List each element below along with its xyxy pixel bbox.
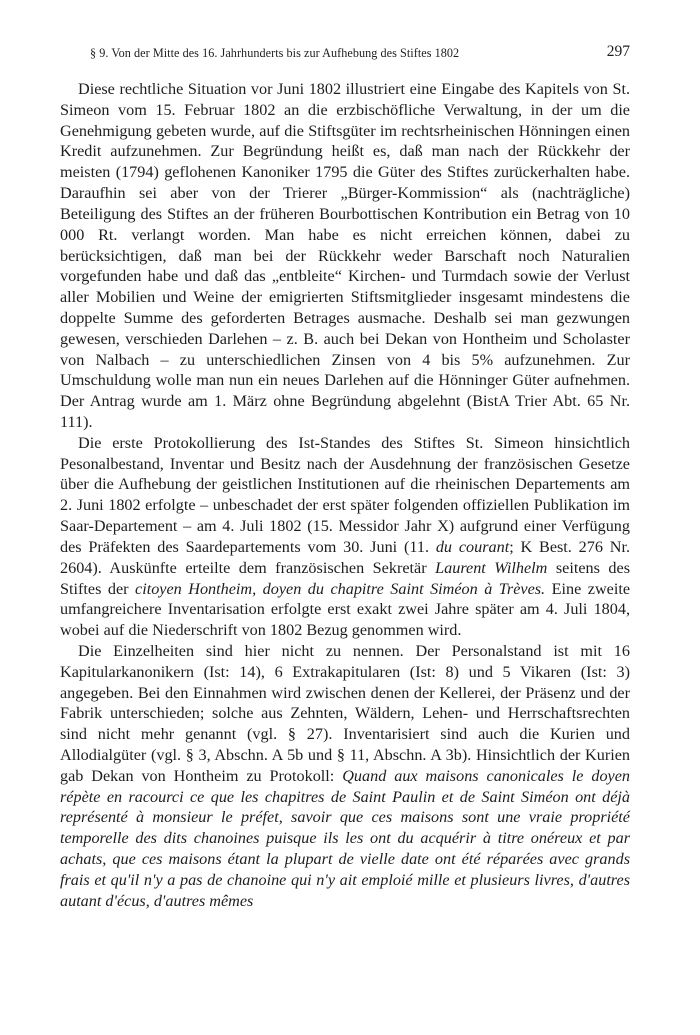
running-head <box>60 43 630 63</box>
paragraph-2-italic-du-courant: du courant <box>435 537 510 556</box>
paragraph-3 <box>60 641 630 912</box>
running-title: § 9. Von der Mitte des 16. Jahrhunderts bis zur Aufhebung des Stiftes 1802 <box>90 46 460 60</box>
paragraph-2-italic-name: Laurent Wilhelm <box>435 558 548 577</box>
paragraph-1-text: Diese rechtliche Situation vor Juni 1802 illustriert eine Eingabe des Kapitels von St. Simeon vom 15. Februar 1802 an die erzbischöfliche Verwaltung, in der um die Genehmigung gebeten wurde, auf die Stiftsgüter im rechtsrheinischen Hönningen einen Kredit aufzunehmen. Zur Begründung heißt es, daß man nach der Rückkehr der meisten (1794) geflohenen Kanoniker 1795 die Güter des Stiftes zurückerhalten habe. Daraufhin sei aber von der Trierer „Bürger-Kommission“ als (nachträgliche) Beteiligung des Stiftes an der früheren Bourbottischen Kontribution ein Betrag von 10 000 Rt. verlangt worden. Man habe es nicht erreichen können, dabei zu berücksichtigen, daß man bei der Rückkehr weder Barschaft noch Naturalien vorgefunden habe und daß das „entbleite“ Kirchen- und Turmdach sowie der Verlust aller Mobilien und Weine der emigrierten Stiftsmitglieder insgesamt mindestens die doppelte Summe des geforderten Betrages ausmache. Deshalb sei man gezwungen gewesen, verschieden Darlehen – z. B. auch bei Dekan von Hontheim und Scholaster von Nalbach – zu unterschiedlichen Zinsen von 4 bis 5% aufzunehmen. Zur Umschuldung wolle man nun ein neues Darlehen auf die Hönninger Güter aufnehmen. Der Antrag wurde am 1. März ohne Begründung abgelehnt (BistA Trier Abt. 65 Nr. 111). <box>60 80 630 431</box>
paragraph-2-text-end: Eine zweite umfangreichere Inventarisation erfolgte erst exakt zwei Jahre später am 4. Juli 1804, wobei auf die Niederschrift von 1802 Bezug genommen wird. <box>60 579 631 640</box>
paragraph-2-text: Die erste Protokollierung des Ist-Standes des Stiftes St. Simeon hinsichtlich Pesonalbestand, Inventar und Besitz nach der Ausdehnung der französischen Gesetze über die Aufhebung der geistlichen Institutionen auf die rheinischen Departements am 2. Juni 1802 erfolgte – unbeschadet der erst später folgenden offiziellen Publikation im Saar-Departement – am 4. Juli 1802 (15. Messidor Jahr X) aufgrund einer Verfügung des Präfekten des Saardepartements vom 30. Juni (11. <box>60 433 630 556</box>
paragraph-2-text-cont: ; K Best. 276 Nr. 2604). Auskünfte erteilte dem französischen Sekretär <box>60 537 631 577</box>
paragraph-2-text-cont-2: seitens des Stiftes der <box>60 558 631 598</box>
paragraph-1 <box>60 79 630 433</box>
paragraph-3-french-quote: Quand aux maisons canonicales le doyen répète en racourci ce que les chapitres de Saint Paulin et de Saint Siméon ont déjà représenté à monsieur le préfet, savoir que ces maisons sont une vraie propriété temporelle des dits chanoines puisque ils les ont du acquérir à titre onéreux et par achats, que ces maisons étant la plupart de vielle date ont été réparées avec grands frais et qu'il n'y a pas de chanoine qui n'y ait emploié mille et plusieurs livres, d'autres autant d'écus, d'autres mêmes <box>60 766 631 910</box>
paragraph-2-italic-citoyen: citoyen Hontheim, doyen du chapitre Saint Siméon à Trèves. <box>135 579 546 598</box>
paragraph-3-text: Die Einzelheiten sind hier nicht zu nennen. Der Personalstand ist mit 16 Kapitularkanonikern (Ist: 14), 6 Extrakapitularen (Ist: 8) und 5 Vikaren (Ist: 3) angegeben. Bei den Einnahmen wird zwischen denen der Kellerei, der Präsenz und der Fabrik unterschieden; solche aus Zehnten, Wäldern, Lehen- und Herrschaftsrechten sind nicht mehr genannt (vgl. § 27). Inventarisiert sind auch die Kurien und Allodialgüter (vgl. § 3, Abschn. A 5b und § 11, Abschn. A 3b). Hinsichtlich der Kurien gab Dekan von Hontheim zu Protokoll: <box>60 641 630 785</box>
body-text <box>60 79 630 912</box>
page-number: 297 <box>606 43 630 60</box>
paragraph-2 <box>60 433 630 641</box>
